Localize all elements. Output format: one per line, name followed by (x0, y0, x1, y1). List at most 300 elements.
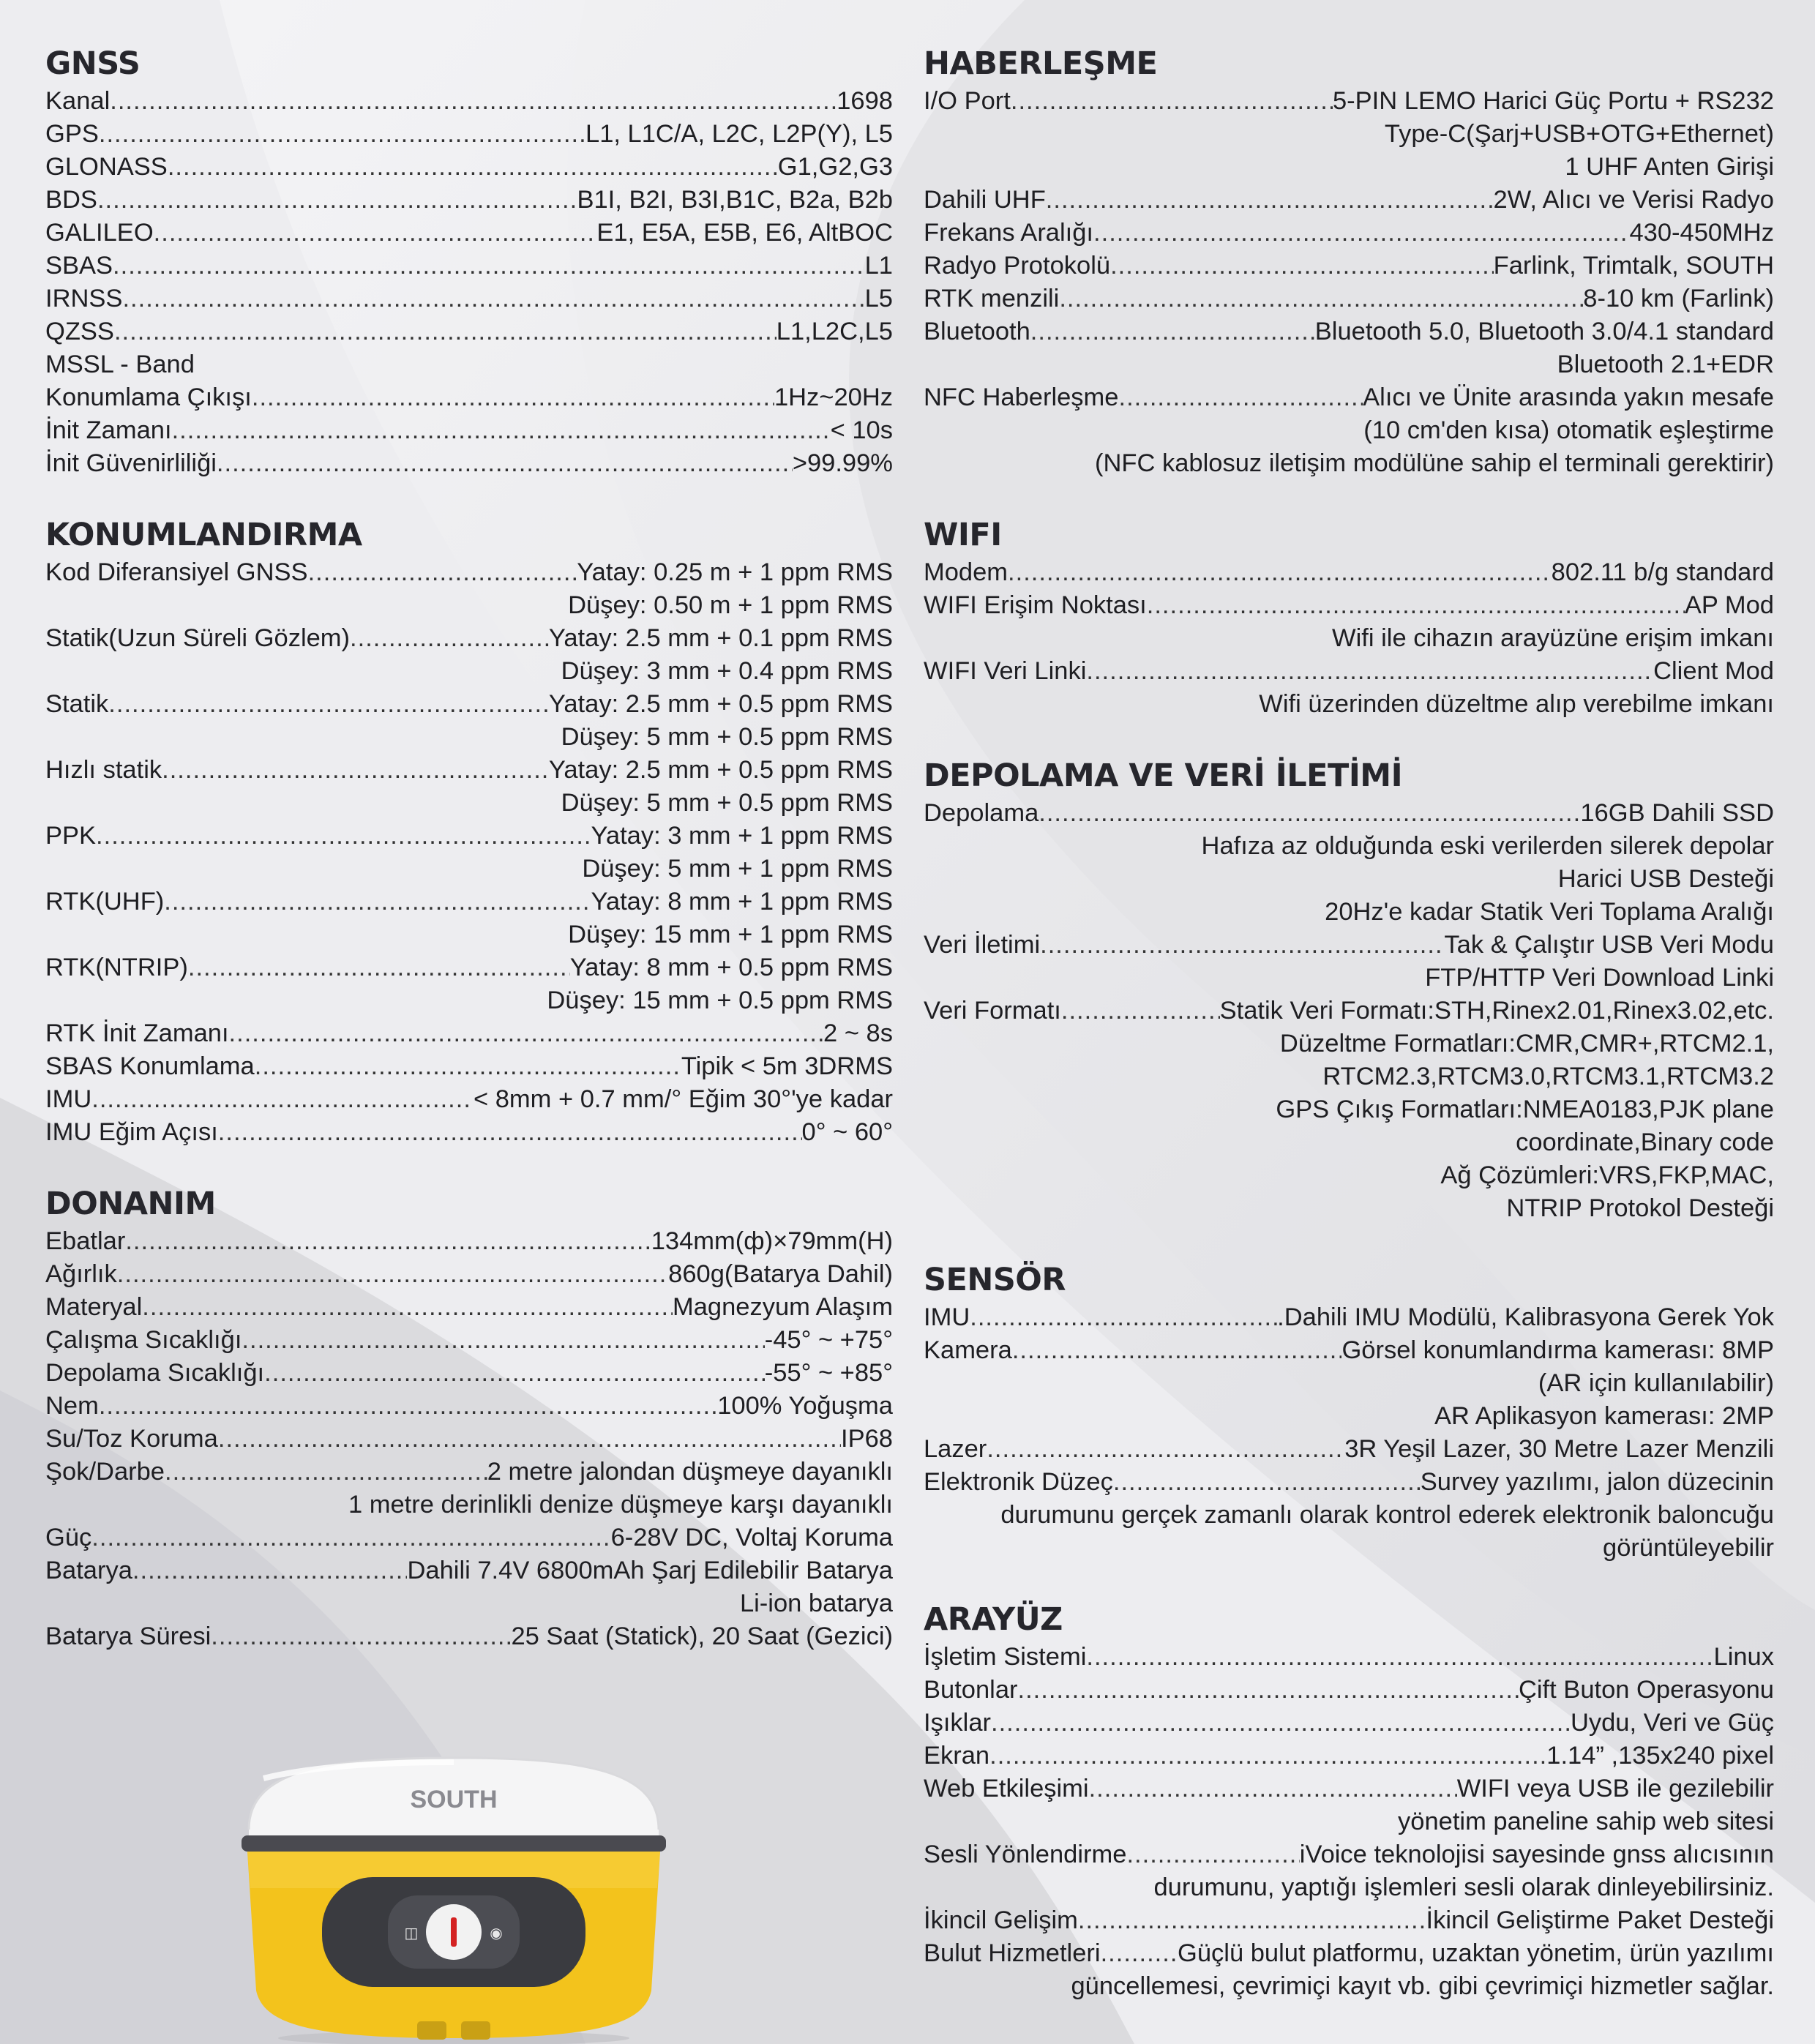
spec-value-continued: durumunu gerçek zamanlı olarak kontrol ederek elektronik baloncuğu (1000, 1501, 1774, 1529)
spec-value: 802.11 b/g standard (1551, 558, 1774, 586)
brand-logo: SOUTH (410, 1786, 498, 1813)
spec-line (924, 589, 1774, 622)
spec-value-continued: Hafıza az olduğunda eski verilerden silerek depolar (1201, 832, 1774, 860)
spec-row-nem (45, 1390, 893, 1423)
spec-label: Veri Formatı (924, 997, 1061, 1025)
spec-row-rtk-menzili (924, 282, 1774, 315)
spec-value-continued: Type-C(Şarj+USB+OTG+Ethernet) (1384, 120, 1774, 148)
spec-line (924, 655, 1774, 688)
dot-leader (1113, 1466, 1421, 1499)
dot-leader (172, 414, 831, 447)
spec-label: Su/Toz Koruma (45, 1425, 218, 1453)
section-title: KONUMLANDIRMA (45, 517, 362, 553)
dot-leader (229, 1017, 824, 1050)
dot-leader (162, 754, 549, 787)
spec-line (924, 1674, 1774, 1707)
spec-line (45, 886, 893, 918)
spec-line (45, 556, 893, 589)
spec-label: Kanal (45, 87, 111, 115)
spec-value-continued: yönetim paneline sahip web sitesi (1398, 1808, 1774, 1835)
spec-label: I/O Port (924, 87, 1011, 115)
spec-row-i-o-port (924, 85, 1774, 184)
spec-label: Işıklar (924, 1709, 992, 1737)
dot-leader (1101, 1937, 1178, 1970)
dot-leader (91, 1521, 610, 1554)
spec-value: Tipik < 5m 3DRMS (681, 1052, 893, 1080)
spec-line (45, 1357, 893, 1390)
dot-leader (308, 556, 577, 589)
spec-value: < 10s (830, 416, 893, 444)
spec-value: Linux (1713, 1643, 1774, 1671)
spec-row-kod-diferansiyel-gnss (45, 556, 893, 622)
section-depolama-ve-veri-iletimi (924, 755, 1774, 1225)
spec-value-continued: Düşey: 15 mm + 1 ppm RMS (568, 921, 893, 948)
spec-label: IMU (924, 1303, 970, 1331)
spec-label: RTK menzili (924, 285, 1060, 312)
spec-line (45, 414, 893, 447)
spec-row-veri-formati (924, 995, 1774, 1225)
dot-leader (1061, 995, 1220, 1027)
spec-label: Lazer (924, 1435, 987, 1463)
spec-line (45, 1050, 893, 1083)
spec-line (924, 315, 1774, 348)
wifi-icon: ◉ (490, 1925, 503, 1942)
dot-leader (1086, 1641, 1713, 1674)
spec-row-materyal (45, 1291, 893, 1324)
section-title: HABERLEŞME (924, 45, 1158, 82)
spec-value-continued: Düşey: 15 mm + 0.5 ppm RMS (547, 987, 893, 1014)
spec-value: L1, L1C/A, L2C, L2P(Y), L5 (585, 120, 893, 148)
spec-value-continued: FTP/HTTP Veri Download Linki (1425, 964, 1774, 992)
spec-label: Güç (45, 1524, 92, 1551)
spec-row-ebatlar (45, 1225, 893, 1258)
spec-row-imu-egim-acisi (45, 1116, 893, 1149)
dot-leader (1118, 381, 1363, 414)
spec-value-continued: Düşey: 3 mm + 0.4 ppm RMS (561, 657, 893, 685)
spec-line (45, 381, 893, 414)
spec-row-wifi-veri-linki (924, 655, 1774, 721)
spec-row-ikincil-gelisim (924, 1904, 1774, 1937)
spec-label: RTK(UHF) (45, 888, 165, 916)
spec-line (45, 1456, 893, 1489)
spec-label: IRNSS (45, 285, 123, 312)
spec-label: BDS (45, 186, 97, 214)
spec-row-isletim-sistemi (924, 1641, 1774, 1674)
spec-value: L1,L2C,L5 (776, 318, 893, 345)
dot-leader (218, 1116, 802, 1149)
spec-value-continued: GPS Çıkış Formatları:NMEA0183,PJK plane (1276, 1096, 1774, 1123)
spec-row-modem (924, 556, 1774, 589)
spec-line (45, 1116, 893, 1149)
dot-leader (110, 85, 837, 118)
spec-value-continued: güncellemesi, çevrimiçi kayıt vb. gibi çevrimiçi hizmetler sağlar. (1071, 1972, 1774, 2000)
section-title: GNSS (45, 45, 141, 82)
spec-label: PPK (45, 822, 97, 850)
dot-leader (1040, 929, 1444, 962)
spec-value: 2W, Alıcı ve Verisi Radyo (1493, 186, 1774, 214)
dot-leader (970, 1301, 1277, 1334)
dot-leader (1059, 282, 1583, 315)
dot-leader (1046, 184, 1494, 217)
dot-leader (165, 1456, 487, 1489)
spec-value: -45° ~ +75° (764, 1326, 893, 1354)
spec-line (924, 1301, 1774, 1334)
spec-line (45, 315, 893, 348)
spec-row-gps (45, 118, 893, 151)
section-donanim (45, 1183, 893, 1653)
spec-row-depolama-sicakligi (45, 1357, 893, 1390)
spec-value-continued: (NFC kablosuz iletişim modülüne sahip el terminali gerektirir) (1095, 449, 1774, 477)
spec-value: 8-10 km (Farlink) (1583, 285, 1774, 312)
spec-row-frekans-araligi (924, 217, 1774, 250)
dot-leader (264, 1357, 765, 1390)
spec-value: Yatay: 2.5 mm + 0.5 ppm RMS (548, 690, 893, 718)
dot-leader (132, 1554, 408, 1587)
spec-line (924, 250, 1774, 282)
spec-row-galileo (45, 217, 893, 250)
spec-line (924, 1433, 1774, 1466)
spec-line (924, 1466, 1774, 1499)
spec-line (924, 1937, 1774, 1970)
spec-value: 3R Yeşil Lazer, 30 Metre Lazer Menzili (1344, 1435, 1774, 1463)
section-sensor (924, 1259, 1774, 1565)
spec-label: Kod Diferansiyel GNSS (45, 558, 308, 586)
spec-line (45, 820, 893, 853)
spec-row-hizli-statik (45, 754, 893, 820)
section-title: DONANIM (45, 1186, 216, 1222)
dot-leader (991, 1707, 1571, 1740)
section-title: WIFI (924, 517, 1002, 553)
section-title: DEPOLAMA VE VERİ İLETİMİ (924, 757, 1403, 794)
spec-row-calisma-sicakligi (45, 1324, 893, 1357)
spec-value: E1, E5A, E5B, E6, AltBOC (596, 219, 893, 247)
spec-value: Yatay: 2.5 mm + 0.5 ppm RMS (548, 756, 893, 784)
dot-leader (989, 1740, 1546, 1772)
spec-value: AP Mod (1684, 591, 1774, 619)
spec-row-web-etkilesimi (924, 1772, 1774, 1838)
spec-line (924, 995, 1774, 1027)
dot-leader (1093, 217, 1629, 250)
section-gnss (45, 42, 893, 480)
spec-value: Çift Buton Operasyonu (1518, 1676, 1774, 1704)
spec-value-continued: AR Aplikasyon kamerası: 2MP (1434, 1402, 1774, 1430)
spec-line (45, 118, 893, 151)
dot-leader (99, 1390, 717, 1423)
spec-value: 430-450MHz (1629, 219, 1774, 247)
dot-leader (211, 1620, 511, 1653)
spec-value: Uydu, Veri ve Güç (1570, 1709, 1774, 1737)
dot-leader (1008, 556, 1552, 589)
spec-row-batarya (45, 1554, 893, 1620)
spec-row-guc (45, 1521, 893, 1554)
spec-value-continued: 1 UHF Anten Girişi (1565, 153, 1774, 181)
spec-value: 134mm(ф)×79mm(H) (651, 1227, 893, 1255)
spec-value: Güçlü bulut platformu, uzaktan yönetim, ürün yazılımı (1178, 1939, 1774, 1967)
dot-leader (1039, 797, 1580, 830)
spec-row-rtk-uhf (45, 886, 893, 951)
spec-line (45, 1554, 893, 1587)
spec-value-continued: Wifi üzerinden düzeltme alıp verebilme imkanı (1259, 690, 1774, 718)
spec-value-continued: Bluetooth 2.1+EDR (1557, 351, 1774, 378)
spec-label: Sesli Yönlendirme (924, 1841, 1127, 1868)
spec-line (45, 1390, 893, 1423)
spec-row-sbas-konumlama (45, 1050, 893, 1083)
spec-label: Statik(Uzun Süreli Gözlem) (45, 624, 351, 652)
section-title: ARAYÜZ (924, 1601, 1063, 1638)
spec-line (924, 929, 1774, 962)
spec-value: Tak & Çalıştır USB Veri Modu (1444, 931, 1774, 959)
spec-label: NFC Haberleşme (924, 383, 1119, 411)
spec-row-konumlama-cikisi (45, 381, 893, 414)
spec-value-continued: Harici USB Desteği (1557, 865, 1774, 893)
spec-row-rtk-init-zamani (45, 1017, 893, 1050)
spec-label: IMU Eğim Açısı (45, 1118, 218, 1146)
spec-label: Depolama Sıcaklığı (45, 1359, 265, 1387)
spec-label: Ebatlar (45, 1227, 126, 1255)
spec-label: İnit Zamanı (45, 416, 172, 444)
gnss-receiver-image (220, 1749, 688, 2044)
spec-label: IMU (45, 1085, 92, 1113)
spec-value: 6-28V DC, Voltaj Koruma (610, 1524, 893, 1551)
spec-row-agirlik (45, 1258, 893, 1291)
spec-row-lazer (924, 1433, 1774, 1466)
spec-value: IP68 (841, 1425, 893, 1453)
spec-line (45, 447, 893, 480)
spec-line (924, 1838, 1774, 1871)
spec-line (45, 1620, 893, 1653)
spec-value: 2 metre jalondan düşmeye dayanıklı (487, 1458, 893, 1486)
spec-line (45, 1521, 893, 1554)
spec-value: L5 (864, 285, 893, 312)
spec-row-butonlar (924, 1674, 1774, 1707)
spec-row-nfc-haberlesme (924, 381, 1774, 480)
spec-value: Statik Veri Formatı:STH,Rinex2.01,Rinex3.02,etc. (1219, 997, 1774, 1025)
spec-label: Çalışma Sıcaklığı (45, 1326, 242, 1354)
spec-label: RTK İnit Zamanı (45, 1019, 229, 1047)
spec-row-bluetooth (924, 315, 1774, 381)
spec-label: İnit Güvenirliliği (45, 449, 217, 477)
spec-line (924, 556, 1774, 589)
spec-value: G1,G2,G3 (777, 153, 893, 181)
spec-value: Magnezyum Alaşım (672, 1293, 893, 1321)
spec-value: Yatay: 8 mm + 0.5 ppm RMS (569, 954, 893, 981)
spec-line (45, 1423, 893, 1456)
spec-line (924, 217, 1774, 250)
spec-line (45, 688, 893, 721)
spec-line (924, 184, 1774, 217)
spec-line (924, 1641, 1774, 1674)
spec-label: Veri İletimi (924, 931, 1041, 959)
dot-leader (122, 282, 864, 315)
spec-row-depolama (924, 797, 1774, 929)
left-column (45, 42, 893, 1687)
section-wifi (924, 514, 1774, 721)
dot-leader (142, 1291, 673, 1324)
spec-value-continued: görüntüleyebilir (1603, 1534, 1774, 1562)
spec-row-init-guvenirliligi (45, 447, 893, 480)
spec-label: QZSS (45, 318, 114, 345)
spec-label: WIFI Veri Linki (924, 657, 1087, 685)
spec-label: Bluetooth (924, 318, 1030, 345)
spec-label: Materyal (45, 1293, 143, 1321)
right-column (924, 42, 1774, 2037)
spec-label: SBAS (45, 252, 113, 280)
spec-label: Radyo Protokolü (924, 252, 1111, 280)
spec-label: GPS (45, 120, 99, 148)
spec-value: 2 ~ 8s (823, 1019, 893, 1047)
dot-leader (188, 951, 570, 984)
spec-row-sok-darbe (45, 1456, 893, 1521)
dot-leader (1078, 1904, 1426, 1937)
spec-value-continued: Ağ Çözümleri:VRS,FKP,MAC, (1440, 1161, 1774, 1189)
spec-label: GLONASS (45, 153, 168, 181)
dot-leader (218, 1423, 841, 1456)
spec-label: İşletim Sistemi (924, 1643, 1087, 1671)
spec-label: Batarya (45, 1557, 132, 1584)
dot-leader (1030, 315, 1315, 348)
spec-row-wifi-erisim-noktasi (924, 589, 1774, 655)
spec-label: Şok/Darbe (45, 1458, 165, 1486)
dot-leader (252, 381, 774, 414)
spec-label: Statik (45, 690, 109, 718)
spec-value-continued: Wifi ile cihazın arayüzüne erişim imkanı (1332, 624, 1774, 652)
spec-value-continued: Düşey: 0.50 m + 1 ppm RMS (568, 591, 893, 619)
spec-value: 0° ~ 60° (801, 1118, 893, 1146)
spec-label: Depolama (924, 799, 1039, 827)
spec-label: WIFI Erişim Noktası (924, 591, 1147, 619)
spec-value: iVoice teknolojisi sayesinde gnss alıcısının (1299, 1841, 1774, 1868)
dot-leader (91, 1083, 474, 1116)
spec-line (45, 951, 893, 984)
dot-leader (125, 1225, 651, 1258)
spec-line (924, 1334, 1774, 1367)
spec-value: Client Mod (1653, 657, 1774, 685)
spec-line (45, 85, 893, 118)
spec-label: Ekran (924, 1742, 990, 1770)
spec-label: Elektronik Düzeç (924, 1468, 1113, 1496)
spec-row-sbas (45, 250, 893, 282)
spec-value: Survey yazılımı, jalon düzecinin (1420, 1468, 1774, 1496)
spec-line (924, 381, 1774, 414)
spec-label: Hızlı statik (45, 756, 162, 784)
spec-line (45, 622, 893, 655)
dot-leader (987, 1433, 1344, 1466)
spec-label: GALILEO (45, 219, 154, 247)
spec-value: B1I, B2I, B3I,B1C, B2a, B2b (577, 186, 893, 214)
spec-line (45, 1225, 893, 1258)
dot-leader (217, 447, 793, 480)
spec-row-statik-uzun-sureli-gozlem (45, 622, 893, 688)
spec-row-batarya-suresi (45, 1620, 893, 1653)
spec-label: Batarya Süresi (45, 1622, 212, 1650)
spec-line (45, 1291, 893, 1324)
spec-row-glonass (45, 151, 893, 184)
spec-label: Nem (45, 1392, 99, 1420)
spec-value-continued: Li-ion batarya (739, 1590, 893, 1617)
dot-leader (154, 217, 597, 250)
dot-leader (1147, 589, 1685, 622)
dot-leader (1126, 1838, 1299, 1871)
spec-value: -55° ~ +85° (764, 1359, 893, 1387)
spec-row-elektronik-duzec (924, 1466, 1774, 1565)
spec-row-ppk (45, 820, 893, 886)
dot-leader (164, 886, 591, 918)
spec-value: 860g(Batarya Dahil) (668, 1260, 893, 1288)
spec-line (45, 184, 893, 217)
spec-line (45, 1017, 893, 1050)
spec-row-bulut-hizmetleri (924, 1937, 1774, 2003)
spec-label: Butonlar (924, 1676, 1018, 1704)
spec-line (924, 1772, 1774, 1805)
satellite-icon: ◫ (404, 1925, 419, 1942)
spec-label: Ağırlık (45, 1260, 117, 1288)
spec-value: .Dahili IMU Modülü, Kalibrasyona Gerek Yok (1277, 1303, 1774, 1331)
spec-line (924, 85, 1774, 118)
spec-line (45, 754, 893, 787)
dot-leader (99, 118, 585, 151)
spec-value: Farlink, Trimtalk, SOUTH (1493, 252, 1774, 280)
spec-value: >99.99% (792, 449, 893, 477)
dot-leader (108, 688, 549, 721)
spec-value-continued: Düşey: 5 mm + 0.5 ppm RMS (561, 723, 893, 751)
spec-row-isiklar (924, 1707, 1774, 1740)
section-konumlandirma (45, 514, 893, 1149)
spec-line (924, 282, 1774, 315)
spec-value-continued: Düzeltme Formatları:CMR,CMR+,RTCM2.1, (1279, 1030, 1774, 1057)
spec-value: Yatay: 3 mm + 1 ppm RMS (591, 822, 893, 850)
spec-value-continued: 1 metre derinlikli denize düşmeye karşı dayanıklı (348, 1491, 893, 1519)
spec-row-imu (924, 1301, 1774, 1334)
spec-label: Modem (924, 558, 1008, 586)
spec-label: RTK(NTRIP) (45, 954, 188, 981)
spec-value-continued: Düşey: 5 mm + 0.5 ppm RMS (561, 789, 893, 817)
spec-row-bds (45, 184, 893, 217)
spec-value-continued: (AR için kullanılabilir) (1538, 1369, 1774, 1397)
spec-value-continued: RTCM2.3,RTCM3.0,RTCM3.1,RTCM3.2 (1322, 1063, 1774, 1090)
spec-line (45, 217, 893, 250)
section-haberlesme (924, 42, 1774, 480)
dot-leader (97, 184, 577, 217)
dot-leader (1089, 1772, 1457, 1805)
spec-value-continued: NTRIP Protokol Desteği (1506, 1194, 1774, 1222)
spec-value: Alıcı ve Ünite arasında yakın mesafe (1363, 383, 1774, 411)
dot-leader (350, 622, 549, 655)
spec-row-sesli-yonlendirme (924, 1838, 1774, 1904)
spec-row-veri-iletimi (924, 929, 1774, 995)
spec-row-radyo-protokolu (924, 250, 1774, 282)
spec-value: Görsel konumlandırma kamerası: 8MP (1341, 1336, 1774, 1364)
spec-value: WIFI veya USB ile gezilebilir (1456, 1775, 1774, 1802)
spec-label: Konumlama Çıkışı (45, 383, 252, 411)
dot-leader (1012, 1334, 1342, 1367)
spec-line (924, 1707, 1774, 1740)
spec-line (45, 151, 893, 184)
dot-leader (242, 1324, 764, 1357)
spec-value: Bluetooth 5.0, Bluetooth 3.0/4.1 standard (1314, 318, 1774, 345)
spec-label: Dahili UHF (924, 186, 1046, 214)
spec-label: SBAS Konumlama (45, 1052, 255, 1080)
spec-label: Kamera (924, 1336, 1012, 1364)
spec-label: Frekans Aralığı (924, 219, 1094, 247)
spec-value: 1Hz~20Hz (774, 383, 893, 411)
dot-leader (1011, 85, 1333, 118)
spec-line (45, 348, 893, 381)
dot-leader (114, 315, 776, 348)
spec-line (45, 1083, 893, 1116)
dot-leader (1086, 655, 1653, 688)
spec-row-statik (45, 688, 893, 754)
dot-leader (96, 820, 591, 853)
